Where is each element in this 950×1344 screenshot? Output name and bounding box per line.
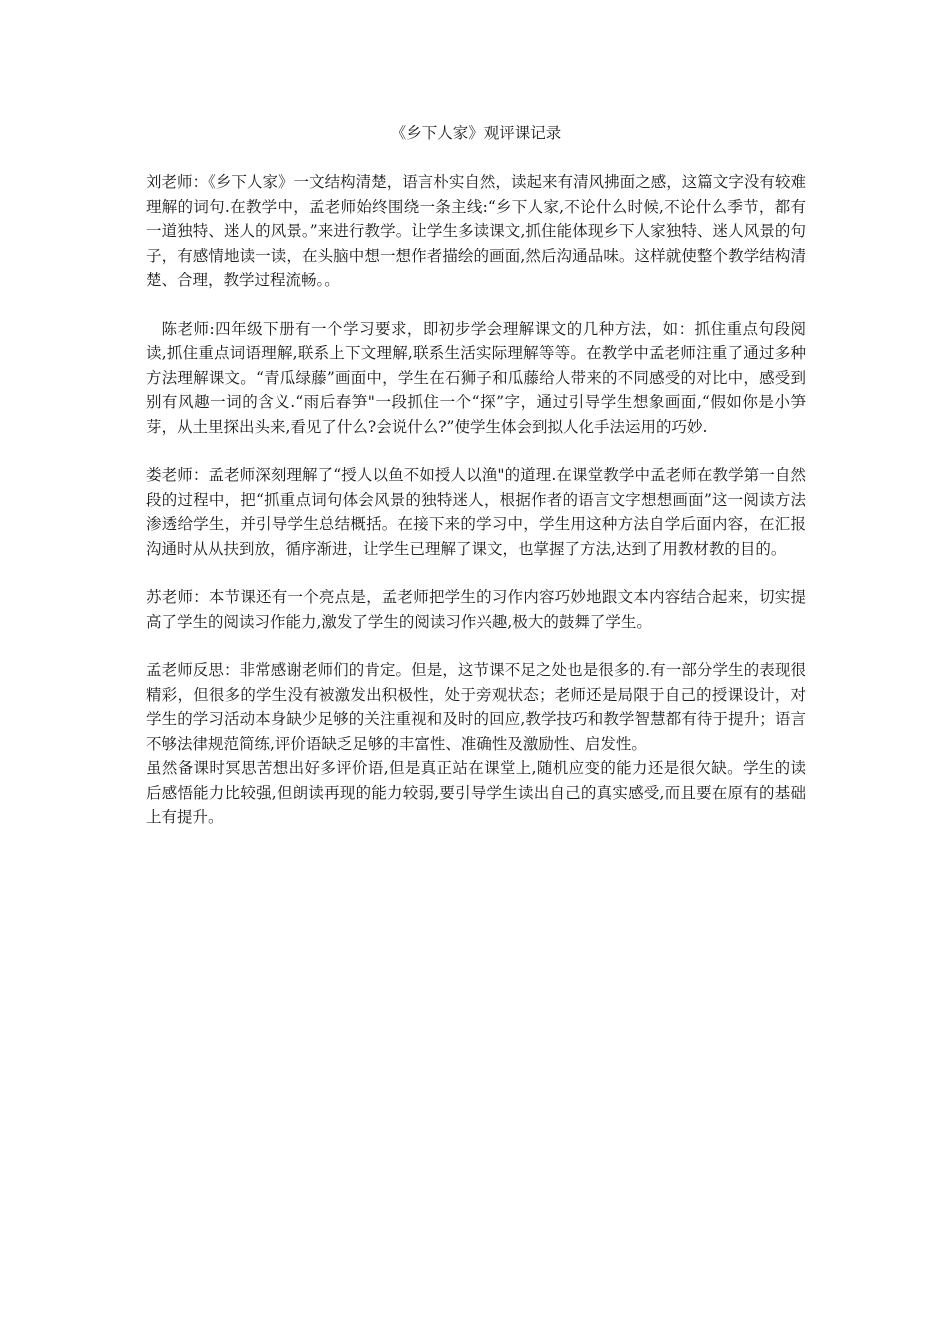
comment-lou: 娄老师：孟老师深刻理解了“授人以鱼不如授人以渔"的道理.在课堂教学中孟老师在教学第一自然段的过程中，把“抓重点词句体会风景的独特迷人，根据作者的语言文字想想画面”这一阅读方法渗透给学生，并引导学生总结概括。在接下来的学习中，学生用这种方法自学后面内容，在汇报沟通时从从扶到放，循序渐进，让学生已理解了课文，也掌握了方法,达到了用教材教的目的。 <box>146 466 806 558</box>
reflection-meng-continued: 虽然备课时冥思苦想出好多评价语,但是真正站在课堂上,随机应变的能力还是很欠缺。学生的读后感悟能力比较强,但朗读再现的能力较弱,要引导学生读出自己的真实感受,而且要在原有的基础上有提升。 <box>146 759 806 826</box>
reflection-meng: 孟老师反思：非常感谢老师们的肯定。但是，这节课不足之处也是很多的.有一部分学生的表现很精彩，但很多的学生没有被激发出积极性，处于旁观状态；老师还是局限于自己的授课设计，对学生的学习活动本身缺少足够的关注重视和及时的回应,教学技巧和教学智慧都有待于提升；语言不够法律规范简练,评价语缺乏足够的丰富性、准确性及激励性、启发性。 <box>146 661 806 753</box>
document-page <box>146 118 806 854</box>
comment-liu: 刘老师：《乡下人家》一文结构清楚，语言朴实自然，读起来有清风拂面之感，这篇文字没有较难理解的词句.在教学中，孟老师始终围绕一条主线:“乡下人家,不论什么时候,不论什么季节，都有一道独特、迷人的风景。”来进行教学。让学生多读课文,抓住能体现乡下人家独特、迷人风景的句子，有感情地读一读，在头脑中想一想作者描绘的画面,然后沟通品味。这样就使整个教学结构清楚、合理，教学过程流畅。。 <box>146 173 806 289</box>
document-title: 《乡下人家》观评课记录 <box>390 124 562 142</box>
comment-su: 苏老师：本节课还有一个亮点是，孟老师把学生的习作内容巧妙地跟文本内容结合起来，切实提高了学生的阅读习作能力,激发了学生的阅读习作兴趣,极大的鼓舞了学生。 <box>146 588 806 631</box>
comment-chen: 陈老师:四年级下册有一个学习要求，即初步学会理解课文的几种方法，如：抓住重点句段阅读,抓住重点词语理解,联系上下文理解,联系生活实际理解等等。在教学中孟老师注重了通过多种方法理解课文。“青瓜绿藤”画面中，学生在石狮子和瓜藤给人带来的不同感受的对比中，感受到别有风趣一词的含义.“雨后春笋"一段抓住一个“探”字，通过引导学生想象画面,“假如你是小笋芽，从土里探出头来,看见了什么?会说什么?”使学生体会到拟人化手法运用的巧妙. <box>146 319 806 436</box>
